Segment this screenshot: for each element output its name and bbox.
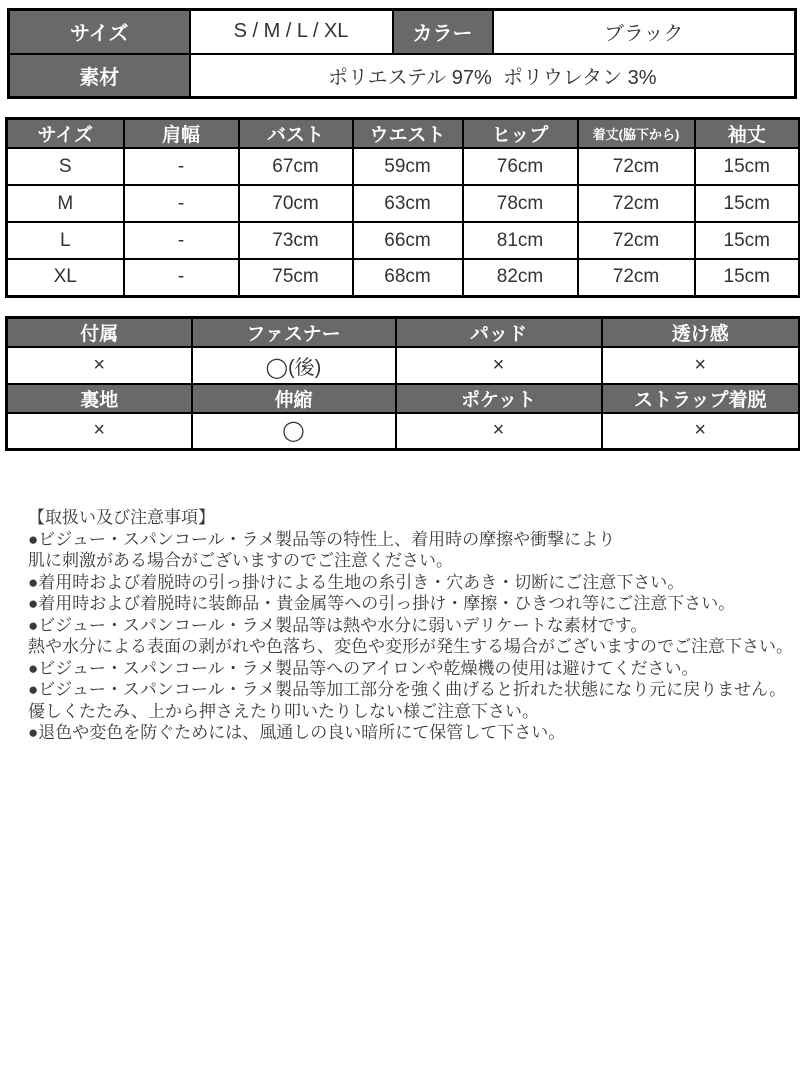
cell-size: XL xyxy=(7,259,124,296)
material-value-cell: ポリエステル 97% ポリウレタン 3% xyxy=(190,54,796,98)
size-color-material-table xyxy=(7,8,797,99)
material-label-cell: 素材 xyxy=(9,54,190,98)
cell-waist: 66cm xyxy=(353,222,463,259)
value-sheerness: × xyxy=(602,347,800,384)
measurements-header-row xyxy=(7,119,800,149)
cell-length: 72cm xyxy=(578,185,695,222)
color-value-cell: ブラック xyxy=(493,10,796,54)
care-note-line: 熱や水分による表面の剥がれや色落ち、変色や変形が発生する場合がございますのでご注意下さい。 xyxy=(28,637,793,656)
col-header-hip: ヒップ xyxy=(463,119,578,149)
header-fastener: ファスナー xyxy=(192,317,396,347)
care-note-line: ●ビジュー・スパンコール・ラメ製品等へのアイロンや乾燥機の使用は避けてください。 xyxy=(28,658,699,678)
cell-size: M xyxy=(7,185,124,222)
care-notes xyxy=(28,507,793,744)
cell-size: S xyxy=(7,148,124,185)
cell-shoulder: - xyxy=(124,222,239,259)
col-header-waist: ウエスト xyxy=(353,119,463,149)
value-strap: × xyxy=(602,413,800,450)
header-lining: 裏地 xyxy=(7,384,192,413)
cell-hip: 78cm xyxy=(463,185,578,222)
cell-size: L xyxy=(7,222,124,259)
features-table xyxy=(5,316,800,452)
value-lining: × xyxy=(7,413,192,450)
col-header-size: サイズ xyxy=(7,119,124,149)
cell-length: 72cm xyxy=(578,222,695,259)
color-label-cell: カラー xyxy=(393,10,493,54)
table-row xyxy=(7,222,800,259)
value-accessories: × xyxy=(7,347,192,384)
care-notes-title: 【取扱い及び注意事項】 xyxy=(28,508,215,527)
table-row xyxy=(9,54,796,98)
col-header-shoulder: 肩幅 xyxy=(124,119,239,149)
header-strap: ストラップ着脱 xyxy=(602,384,800,413)
care-note-line: ●ビジュー・スパンコール・ラメ製品等は熱や水分に弱いデリケートな素材です。 xyxy=(28,615,648,635)
table-row xyxy=(7,259,800,296)
cell-shoulder: - xyxy=(124,259,239,296)
cell-bust: 70cm xyxy=(239,185,353,222)
features-value-row-1 xyxy=(7,347,800,384)
cell-hip: 76cm xyxy=(463,148,578,185)
col-header-bust: バスト xyxy=(239,119,353,149)
col-header-sleeve: 袖丈 xyxy=(695,119,800,149)
cell-hip: 81cm xyxy=(463,222,578,259)
care-note-line: 優しくたたみ、上から押さえたり叩いたりしない様ご注意下さい。 xyxy=(28,701,540,721)
cell-waist: 68cm xyxy=(353,259,463,296)
cell-hip: 82cm xyxy=(463,259,578,296)
cell-bust: 75cm xyxy=(239,259,353,296)
cell-length: 72cm xyxy=(578,148,695,185)
cell-bust: 73cm xyxy=(239,222,353,259)
col-header-length: 着丈(脇下から) xyxy=(578,119,695,149)
features-header-row-2 xyxy=(7,384,800,413)
header-pocket: ポケット xyxy=(396,384,602,413)
care-note-line: ●着用時および着脱時に装飾品・貴金属等への引っ掛け・摩擦・ひきつれ等にご注意下さい。 xyxy=(28,594,736,613)
care-note-line: ●退色や変色を防ぐためには、風通しの良い暗所にて保管して下さい。 xyxy=(28,723,566,742)
product-spec-sheet xyxy=(0,8,800,744)
cell-sleeve: 15cm xyxy=(695,148,800,185)
features-value-row-2 xyxy=(7,413,800,450)
cell-length: 72cm xyxy=(578,259,695,296)
care-note-line: ●ビジュー・スパンコール・ラメ製品等の特性上、着用時の摩擦や衝撃により xyxy=(28,529,616,549)
size-value-cell: S / M / L / XL xyxy=(190,10,393,54)
table-row xyxy=(7,185,800,222)
header-sheerness: 透け感 xyxy=(602,317,800,347)
table-row xyxy=(7,148,800,185)
table-row xyxy=(9,10,796,54)
header-stretch: 伸縮 xyxy=(192,384,396,413)
cell-sleeve: 15cm xyxy=(695,185,800,222)
value-pocket: × xyxy=(396,413,602,450)
cell-shoulder: - xyxy=(124,148,239,185)
measurements-table xyxy=(5,117,800,298)
header-pad: パッド xyxy=(396,317,602,347)
size-label-cell: サイズ xyxy=(9,10,190,54)
cell-sleeve: 15cm xyxy=(695,259,800,296)
value-stretch: ◯ xyxy=(192,413,396,450)
cell-bust: 67cm xyxy=(239,148,353,185)
value-pad: × xyxy=(396,347,602,384)
care-note-line: 肌に刺激がある場合がございますのでご注意ください。 xyxy=(28,551,453,570)
cell-waist: 59cm xyxy=(353,148,463,185)
cell-sleeve: 15cm xyxy=(695,222,800,259)
header-accessories: 付属 xyxy=(7,317,192,347)
cell-waist: 63cm xyxy=(353,185,463,222)
features-header-row-1 xyxy=(7,317,800,347)
care-note-line: ●ビジュー・スパンコール・ラメ製品等加工部分を強く曲げると折れた状態になり元に戻りません。 xyxy=(28,680,787,699)
cell-shoulder: - xyxy=(124,185,239,222)
care-note-line: ●着用時および着脱時の引っ掛けによる生地の糸引き・穴あき・切断にご注意下さい。 xyxy=(28,572,685,592)
value-fastener: ◯(後) xyxy=(192,347,396,384)
